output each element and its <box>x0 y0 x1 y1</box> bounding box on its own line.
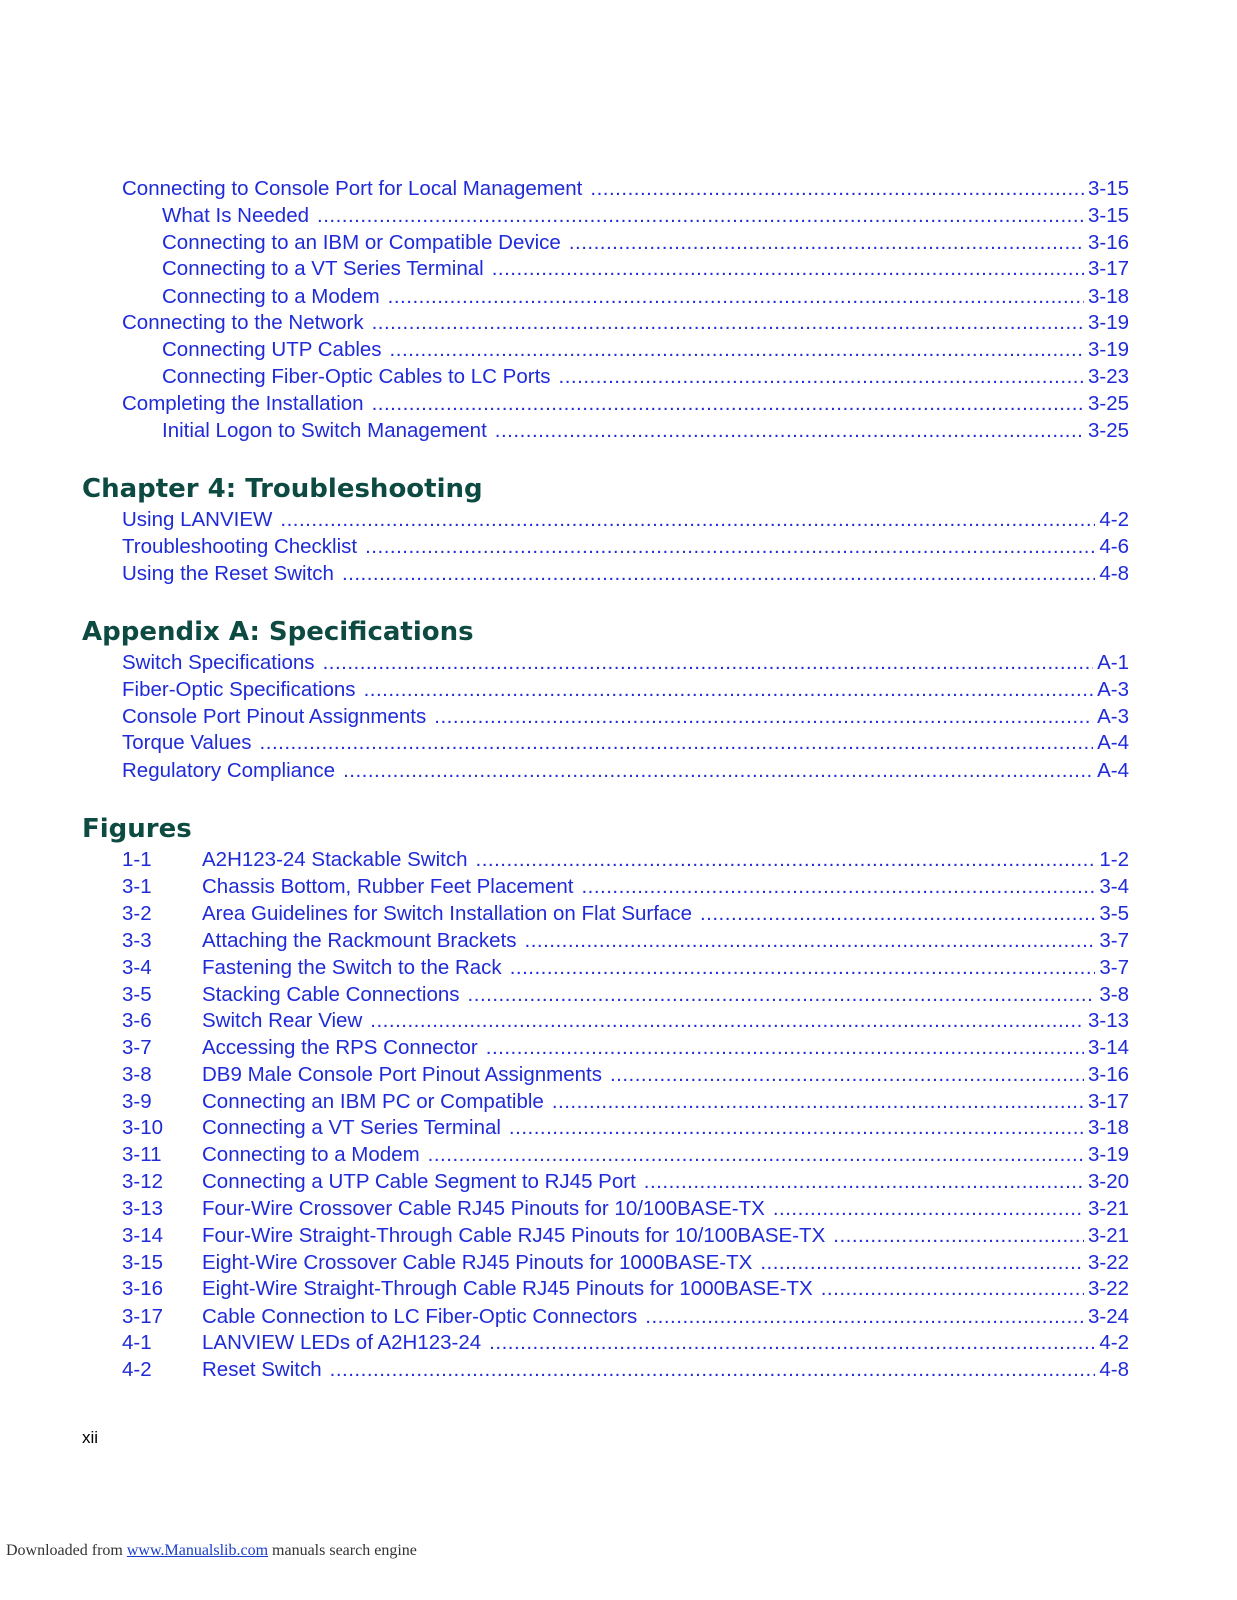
figure-number: 4-2 <box>122 1358 152 1381</box>
dot-leader <box>370 1008 1084 1034</box>
dot-leader <box>610 1062 1084 1088</box>
figure-page: 3-16 <box>1087 1063 1129 1086</box>
dot-leader <box>821 1276 1084 1302</box>
dot-leader <box>260 730 1094 756</box>
toc-entry-page: 3-15 <box>1087 177 1129 200</box>
figure-entry[interactable] <box>122 1250 1129 1276</box>
figure-title: Stacking Cable Connections <box>202 983 460 1006</box>
toc-entry-label: Connecting Fiber-Optic Cables to LC Ports <box>162 365 551 388</box>
toc-entry-label: Connecting UTP Cables <box>162 338 382 361</box>
figure-number: 3-11 <box>122 1143 162 1166</box>
toc-entry-page: A-4 <box>1097 731 1129 754</box>
figure-page: 3-8 <box>1099 983 1129 1006</box>
figure-number: 3-17 <box>122 1305 164 1328</box>
figure-title: Four-Wire Straight-Through Cable RJ45 Pinouts for 10/100BASE-TX <box>202 1224 826 1247</box>
figure-title: DB9 Male Console Port Pinout Assignments <box>202 1063 602 1086</box>
figure-page: 4-2 <box>1099 1331 1129 1354</box>
figure-page: 3-19 <box>1087 1143 1129 1166</box>
figure-number: 3-12 <box>122 1170 164 1193</box>
toc-entry-page: 3-17 <box>1087 257 1129 280</box>
toc-entry-page: 4-2 <box>1099 508 1129 531</box>
figure-number: 3-9 <box>122 1090 152 1113</box>
figure-entry[interactable] <box>122 1115 1129 1141</box>
toc-entry[interactable] <box>162 230 1129 256</box>
figure-entry[interactable] <box>122 1035 1129 1061</box>
figure-number: 3-3 <box>122 929 152 952</box>
figure-page: 3-18 <box>1087 1116 1129 1139</box>
toc-entry-label: Connecting to an IBM or Compatible Device <box>162 231 561 254</box>
toc-entry-page: 3-18 <box>1087 285 1129 308</box>
toc-entry-label: Torque Values <box>122 731 252 754</box>
figure-number: 4-1 <box>122 1331 152 1354</box>
toc-entry-page: A-1 <box>1097 651 1129 674</box>
figure-page: 3-7 <box>1099 956 1129 979</box>
figure-entry[interactable] <box>122 982 1129 1008</box>
figure-entry[interactable] <box>122 1062 1129 1088</box>
toc-entry-page: A-3 <box>1097 705 1129 728</box>
figure-entry[interactable] <box>122 1089 1129 1115</box>
figure-number: 3-15 <box>122 1251 164 1274</box>
dot-leader <box>495 418 1084 444</box>
figure-title: Reset Switch <box>202 1358 322 1381</box>
toc-entry[interactable] <box>122 758 1129 784</box>
toc-entry-label: Console Port Pinout Assignments <box>122 705 427 728</box>
toc-entry[interactable] <box>162 337 1129 363</box>
figure-title: Area Guidelines for Switch Installation on Flat Surface <box>202 902 692 925</box>
figure-entry[interactable] <box>122 1142 1129 1168</box>
dot-leader <box>644 1169 1084 1195</box>
dot-leader <box>510 955 1096 981</box>
toc-entry-page: 3-23 <box>1087 365 1129 388</box>
dot-leader <box>468 982 1096 1008</box>
toc-entry[interactable] <box>122 391 1129 417</box>
figure-page: 3-24 <box>1087 1305 1129 1328</box>
toc-entry-page: 3-25 <box>1087 419 1129 442</box>
figure-number: 3-4 <box>122 956 152 979</box>
figure-number: 3-5 <box>122 983 152 1006</box>
dot-leader <box>700 901 1095 927</box>
figure-entry[interactable] <box>122 847 1129 873</box>
figure-entry[interactable] <box>122 1276 1129 1302</box>
figure-entry[interactable] <box>122 874 1129 900</box>
figure-entry[interactable] <box>122 901 1129 927</box>
manualslib-link[interactable]: www.Manualslib.com <box>126 1542 269 1559</box>
figure-number: 3-2 <box>122 902 152 925</box>
dot-leader <box>365 534 1095 560</box>
toc-entry[interactable] <box>162 203 1129 229</box>
figure-number: 3-6 <box>122 1009 152 1032</box>
toc-entry-label: Switch Specifications <box>122 651 315 674</box>
toc-entry[interactable] <box>122 176 1129 202</box>
toc-entry[interactable] <box>122 650 1129 676</box>
figure-number: 3-10 <box>122 1116 164 1139</box>
toc-entry-page: 3-16 <box>1087 231 1129 254</box>
dot-leader <box>428 1142 1084 1168</box>
toc-entry-page: A-4 <box>1097 759 1129 782</box>
toc-entry-page: 3-19 <box>1087 338 1129 361</box>
figure-entry[interactable] <box>122 928 1129 954</box>
figure-title: Eight-Wire Crossover Cable RJ45 Pinouts for 1000BASE-TX <box>202 1251 753 1274</box>
figure-title: Connecting a VT Series Terminal <box>202 1116 501 1139</box>
figure-title: Cable Connection to LC Fiber-Optic Connectors <box>202 1305 638 1328</box>
figure-page: 1-2 <box>1099 848 1129 871</box>
dot-leader <box>509 1115 1084 1141</box>
toc-entry-label: Connecting to the Network <box>122 311 364 334</box>
dot-leader <box>552 1089 1084 1115</box>
dot-leader <box>372 391 1084 417</box>
figure-title: Four-Wire Crossover Cable RJ45 Pinouts for 10/100BASE-TX <box>202 1197 765 1220</box>
toc-entry-label: Regulatory Compliance <box>122 759 336 782</box>
figure-title: Connecting a UTP Cable Segment to RJ45 Port <box>202 1170 636 1193</box>
figure-number: 3-8 <box>122 1063 152 1086</box>
toc-entry-page: 3-25 <box>1087 392 1129 415</box>
toc-entry-page: 3-15 <box>1087 204 1129 227</box>
figure-page: 3-13 <box>1087 1009 1129 1032</box>
figure-entry[interactable] <box>122 955 1129 981</box>
toc-entry[interactable] <box>162 364 1129 390</box>
toc-entry[interactable] <box>122 507 1129 533</box>
figure-page: 3-20 <box>1087 1170 1129 1193</box>
figure-entry[interactable] <box>122 1223 1129 1249</box>
figure-number: 3-7 <box>122 1036 152 1059</box>
chapter4-heading: Chapter 4: Troubleshooting <box>82 474 483 504</box>
toc-entry-label: Connecting to a Modem <box>162 285 380 308</box>
figure-page: 3-21 <box>1087 1197 1129 1220</box>
dot-leader <box>486 1035 1084 1061</box>
dot-leader <box>492 256 1084 282</box>
dot-leader <box>280 507 1095 533</box>
toc-entry[interactable] <box>162 256 1129 282</box>
dot-leader <box>388 284 1084 310</box>
toc-entry[interactable] <box>122 561 1129 587</box>
dot-leader <box>390 337 1084 363</box>
footer-suffix: manuals search engine <box>272 1542 417 1559</box>
figure-number: 1-1 <box>122 848 152 871</box>
figure-page: 4-8 <box>1099 1358 1129 1381</box>
appendix-a-heading: Appendix A: Specifications <box>82 617 474 647</box>
download-footer <box>6 1542 417 1560</box>
figure-entry[interactable] <box>122 1304 1129 1330</box>
dot-leader <box>645 1304 1084 1330</box>
figure-number: 3-13 <box>122 1197 164 1220</box>
toc-entry-label: Fiber-Optic Specifications <box>122 678 356 701</box>
figure-page: 3-14 <box>1087 1036 1129 1059</box>
toc-entry-label: What Is Needed <box>162 204 309 227</box>
figure-entry[interactable] <box>122 1357 1129 1383</box>
toc-entry-label: Connecting to Console Port for Local Management <box>122 177 583 200</box>
figures-heading: Figures <box>82 814 192 844</box>
figure-title: Attaching the Rackmount Brackets <box>202 929 517 952</box>
dot-leader <box>760 1250 1084 1276</box>
toc-entry[interactable] <box>162 284 1129 310</box>
figure-page: 3-5 <box>1099 902 1129 925</box>
figure-entry[interactable] <box>122 1169 1129 1195</box>
figure-number: 3-14 <box>122 1224 164 1247</box>
figure-title: Eight-Wire Straight-Through Cable RJ45 Pinouts for 1000BASE-TX <box>202 1277 813 1300</box>
figure-entry[interactable] <box>122 1196 1129 1222</box>
toc-entry[interactable] <box>162 418 1129 444</box>
toc-entry-page: 4-6 <box>1099 535 1129 558</box>
toc-entry-label: Initial Logon to Switch Management <box>162 419 487 442</box>
toc-entry-page: 4-8 <box>1099 562 1129 585</box>
dot-leader <box>833 1223 1084 1249</box>
dot-leader <box>364 677 1094 703</box>
dot-leader <box>559 364 1084 390</box>
figure-title: Connecting an IBM PC or Compatible <box>202 1090 544 1113</box>
page-number: xii <box>82 1428 99 1447</box>
dot-leader <box>489 1330 1095 1356</box>
figure-page: 3-22 <box>1087 1277 1129 1300</box>
dot-leader <box>569 230 1084 256</box>
figure-page: 3-4 <box>1099 875 1129 898</box>
toc-entry[interactable] <box>122 704 1129 730</box>
figure-page: 3-22 <box>1087 1251 1129 1274</box>
dot-leader <box>342 561 1095 587</box>
figure-number: 3-1 <box>122 875 152 898</box>
dot-leader <box>330 1357 1096 1383</box>
figure-entry[interactable] <box>122 1330 1129 1356</box>
toc-entry-label: Using the Reset Switch <box>122 562 334 585</box>
figure-number: 3-16 <box>122 1277 164 1300</box>
toc-entry[interactable] <box>122 534 1129 560</box>
toc-entry-label: Connecting to a VT Series Terminal <box>162 257 484 280</box>
figure-title: Connecting to a Modem <box>202 1143 420 1166</box>
figure-page: 3-21 <box>1087 1224 1129 1247</box>
toc-entry-label: Troubleshooting Checklist <box>122 535 358 558</box>
figure-title: A2H123-24 Stackable Switch <box>202 848 468 871</box>
toc-entry-label: Using LANVIEW <box>122 508 273 531</box>
figure-title: Accessing the RPS Connector <box>202 1036 478 1059</box>
dot-leader <box>323 650 1094 676</box>
dot-leader <box>590 176 1084 202</box>
dot-leader <box>476 847 1096 873</box>
dot-leader <box>581 874 1095 900</box>
dot-leader <box>372 310 1084 336</box>
figure-title: LANVIEW LEDs of A2H123-24 <box>202 1331 482 1354</box>
figure-title: Switch Rear View <box>202 1009 363 1032</box>
dot-leader <box>343 758 1093 784</box>
toc-entry[interactable] <box>122 310 1129 336</box>
dot-leader <box>317 203 1084 229</box>
figure-page: 3-17 <box>1087 1090 1129 1113</box>
dot-leader <box>773 1196 1084 1222</box>
toc-entry-page: 3-19 <box>1087 311 1129 334</box>
dot-leader <box>525 928 1096 954</box>
figure-page: 3-7 <box>1099 929 1129 952</box>
figure-title: Fastening the Switch to the Rack <box>202 956 502 979</box>
figure-entry[interactable] <box>122 1008 1129 1034</box>
toc-entry-label: Completing the Installation <box>122 392 364 415</box>
footer-prefix: Downloaded from <box>6 1542 123 1559</box>
toc-entry-page: A-3 <box>1097 678 1129 701</box>
toc-entry[interactable] <box>122 730 1129 756</box>
figure-title: Chassis Bottom, Rubber Feet Placement <box>202 875 574 898</box>
toc-entry[interactable] <box>122 677 1129 703</box>
dot-leader <box>434 704 1093 730</box>
